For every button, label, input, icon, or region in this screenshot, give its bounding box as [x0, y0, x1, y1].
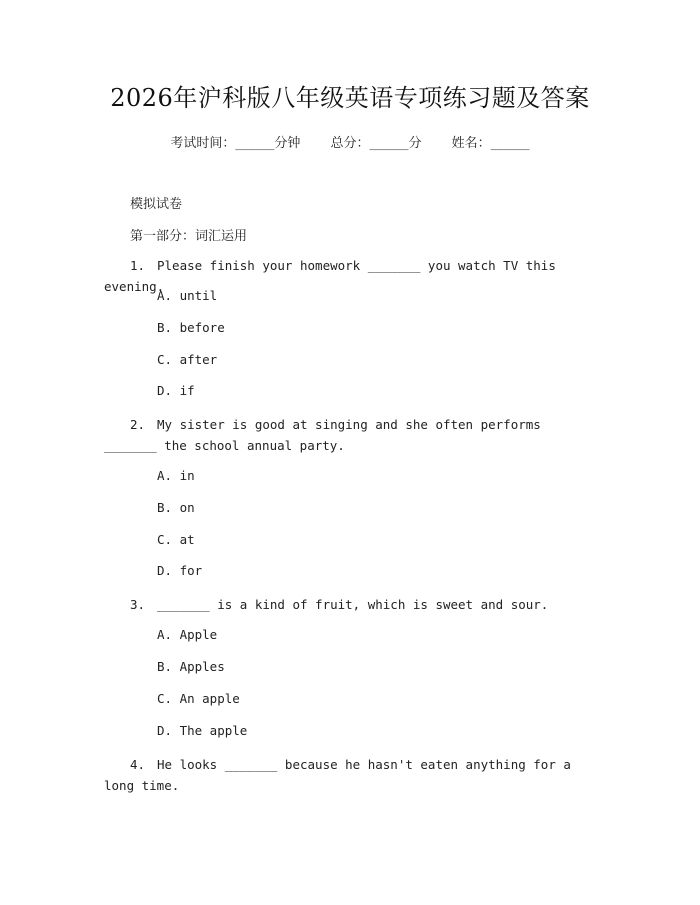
question-number: 1.	[130, 258, 146, 273]
q2-option-b[interactable]: B. on	[157, 500, 195, 515]
q1-option-d[interactable]: D. if	[157, 383, 195, 398]
q2-option-c[interactable]: C. at	[157, 532, 195, 547]
question-text: He looks _______ because he hasn't eaten anything for a long time.	[104, 757, 571, 793]
q1-option-c[interactable]: C. after	[157, 352, 218, 367]
section-header: 模拟试卷	[130, 197, 183, 212]
question-text: Please finish your homework _______ you watch TV this evening.	[104, 258, 556, 294]
q3-option-d[interactable]: D. The apple	[157, 723, 248, 738]
question-text: My sister is good at singing and she often performs _______ the school annual party.	[104, 417, 541, 453]
q2-option-d[interactable]: D. for	[157, 563, 203, 578]
question-3	[104, 594, 594, 615]
question-2	[104, 414, 594, 456]
name-field: 姓名：______	[451, 136, 530, 151]
q3-option-c[interactable]: C. An apple	[157, 691, 240, 706]
exam-meta	[0, 132, 700, 151]
question-4	[104, 754, 594, 796]
q2-option-a[interactable]: A. in	[157, 468, 195, 483]
q3-option-b[interactable]: B. Apples	[157, 659, 225, 674]
part-title: 第一部分：词汇运用	[130, 229, 248, 244]
q1-option-a[interactable]: A. until	[157, 288, 218, 303]
question-number: 2.	[130, 417, 146, 432]
document-title: 2026年沪科版八年级英语专项练习题及答案	[110, 84, 590, 112]
q1-option-b[interactable]: B. before	[157, 320, 225, 335]
question-text: _______ is a kind of fruit, which is sweet and sour.	[157, 597, 549, 612]
total-score-field: 总分：______分	[330, 136, 422, 151]
question-number: 3.	[130, 597, 146, 612]
exam-time-field: 考试时间：______分钟	[170, 136, 301, 151]
question-number: 4.	[130, 757, 146, 772]
q3-option-a[interactable]: A. Apple	[157, 627, 218, 642]
